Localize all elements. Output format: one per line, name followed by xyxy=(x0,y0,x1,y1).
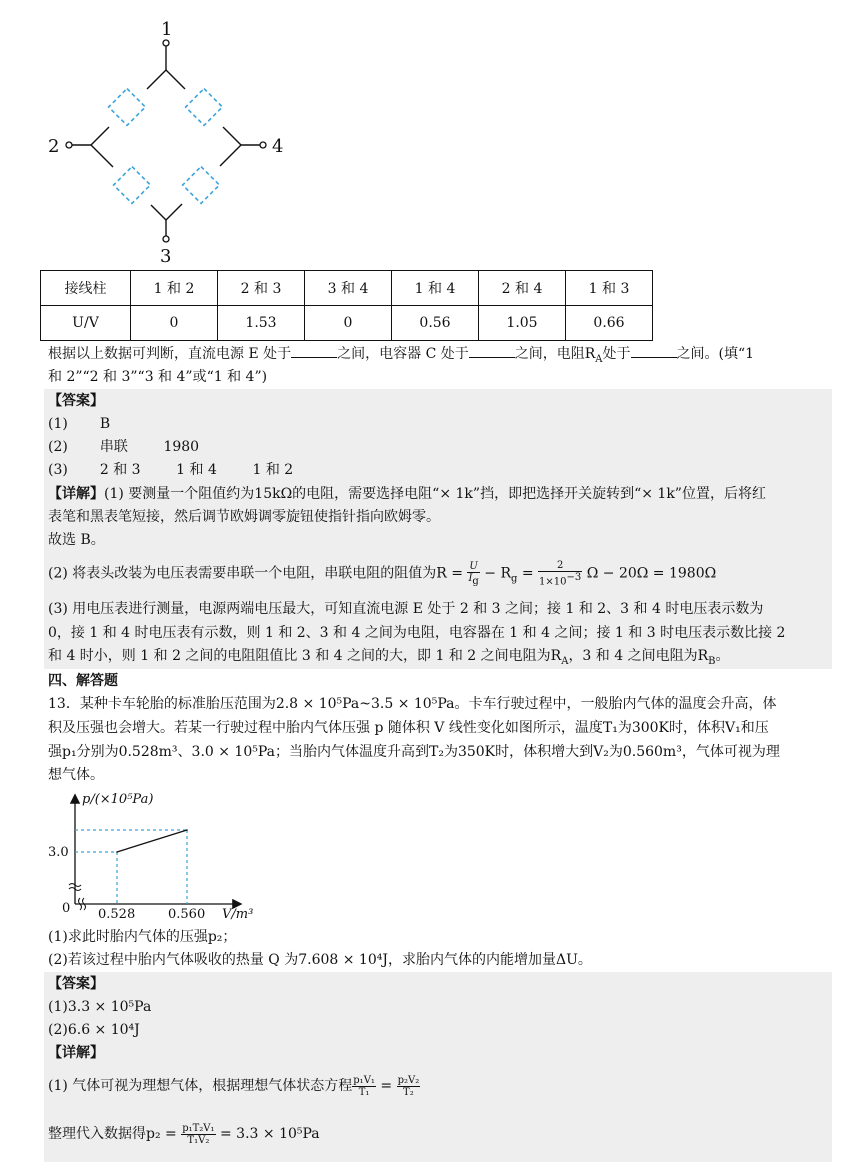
q12-detail-1c: 故选 B。 xyxy=(48,532,105,548)
table-header-cell: 1 和 4 xyxy=(392,271,479,306)
table-header-cell: 接线柱 xyxy=(41,271,131,306)
circuit-diagram xyxy=(40,14,310,266)
table-header-cell: 2 和 4 xyxy=(479,271,566,306)
table-row-label: U/V xyxy=(41,306,131,341)
x-tick-label: 0.560 xyxy=(168,907,206,922)
terminal-label-4: 4 xyxy=(272,136,284,157)
q12-detail-1: 【详解】(1) 要测量一个阻值约为15kΩ的电阻，需要选择电阻“× 1k”挡，即把选择开关旋转到“× 1k”位置，后将红 xyxy=(48,486,766,502)
data-point xyxy=(186,829,188,831)
table-header-row xyxy=(41,271,653,306)
q12-answer-1: (1) B xyxy=(48,416,111,432)
box-bottom-left xyxy=(114,167,151,204)
q13-detail-2: 整理代入数据得p₂ = $\frac{\text{p₁T₂V₁}}{\text{T₁V₂}}$ = 3.3 × 10⁵Pa xyxy=(48,1122,320,1146)
terminal-label-3: 3 xyxy=(160,246,172,266)
q13-line4: 想气体。 xyxy=(48,767,104,783)
data-point xyxy=(116,851,118,853)
origin-label: 0 xyxy=(62,901,71,916)
q12-detail-1b: 表笔和黑表笔短接，然后调节欧姆调零旋钮使指针指向欧姆零。 xyxy=(48,509,440,525)
q12-detail-2: (2) 将表头改装为电压表需要串联一个电阻，串联电阻的阻值为R = $\frac{U}{I_g}$ − $R_g$ = $\frac{2}{1\times 10^{-3}}$ Ω − 20Ω = 1980Ω xyxy=(48,560,717,588)
q13-answer-heading: 【答案】 xyxy=(48,976,104,992)
x-tick-label: 0.528 xyxy=(98,907,136,922)
q13-sub1: (1)求此时胎内气体的压强p₂； xyxy=(48,929,237,945)
box-top-right xyxy=(186,89,223,126)
voltage-table xyxy=(40,270,653,341)
q13-line1: 13．某种卡车轮胎的标准胎压范围为2.8 × 10⁵Pa~3.5 × 10⁵Pa。卡车行驶过程中，一般胎内气体的温度会升高，体 xyxy=(48,696,777,712)
q13-detail-heading: 【详解】 xyxy=(48,1045,104,1061)
q12-detail-3c: 和 4 时小，则 1 和 2 之间的电阻阻值比 3 和 4 之间的大，即 1 和 2 之间电阻为$R_A$，3 和 4 之间电阻为$R_B$。 xyxy=(48,648,730,667)
terminal-4 xyxy=(260,142,266,148)
table-cell: 1.53 xyxy=(218,306,305,341)
table-header-cell: 1 和 3 xyxy=(566,271,653,306)
q12-question-line1: 根据以上数据可判断，直流电源 E 处于 之间，电容器 C 处于 之间，电阻$R_A$处于 之间。(填“1 xyxy=(48,343,754,371)
terminal-label-1: 1 xyxy=(161,19,173,40)
table-header-cell: 3 和 4 xyxy=(305,271,392,306)
q12-question-line2: 和 2”“2 和 3”“3 和 4”或“1 和 4”) xyxy=(48,369,268,385)
series-line xyxy=(117,830,187,852)
q12-detail-3b: 0，接 1 和 4 时电压表有示数，则 1 和 2、3 和 4 之间为电阻，电容器在 1 和 4 之间；接 1 和 3 时电压表示数比接 2 xyxy=(48,625,786,641)
q13-line3: 强p₁分别为0.528m³、3.0 × 10⁵Pa；当胎内气体温度升高到T₂为350K时，体积增大到V₂为0.560m³，气体可视为理 xyxy=(48,744,780,760)
q13-answer-2: (2)6.6 × 10⁴J xyxy=(48,1022,140,1038)
table-cell: 1.05 xyxy=(479,306,566,341)
axis-break-icon xyxy=(69,884,86,911)
x-axis-label: V/m³ xyxy=(222,907,254,922)
terminal-label-2: 2 xyxy=(48,136,60,157)
q13-answer-1: (1)3.3 × 10⁵Pa xyxy=(48,999,152,1015)
q13-line2: 积及压强也会增大。若某一行驶过程中胎内气体压强 p 随体积 V 线性变化如图所示，温度T₁为300K时，体积V₁和压 xyxy=(48,720,769,736)
q12-detail-3a: (3) 用电压表进行测量，电源两端电压最大，可知直流电源 E 处于 2 和 3 之间；接 1 和 2、3 和 4 时电压表示数为 xyxy=(48,601,764,617)
table-cell: 0.66 xyxy=(566,306,653,341)
terminal-3 xyxy=(163,236,169,242)
box-bottom-right xyxy=(183,167,220,204)
pv-chart xyxy=(44,786,274,926)
q12-answer-2: (2) 串联 1980 xyxy=(48,439,200,455)
q12-answer-3: (3) 2 和 3 1 和 4 1 和 2 xyxy=(48,462,294,478)
q13-detail-1: (1) 气体可视为理想气体，根据理想气体状态方程 $\frac{\text{p₁V₁}}{\text{T₁}}$ = $\frac{\text{p₂V₂}}{\text{T₂}}$ xyxy=(48,1074,420,1098)
terminal-2 xyxy=(66,142,72,148)
terminal-1 xyxy=(163,40,169,46)
table-cell: 0 xyxy=(305,306,392,341)
table-cell: 0 xyxy=(131,306,218,341)
table-row xyxy=(41,306,653,341)
section-heading: 四、解答题 xyxy=(48,673,118,689)
table-header-cell: 2 和 3 xyxy=(218,271,305,306)
table-cell: 0.56 xyxy=(392,306,479,341)
q12-answer-heading: 【答案】 xyxy=(48,393,104,409)
y-axis-label: p/(×10⁵Pa) xyxy=(82,792,154,807)
table-header-cell: 1 和 2 xyxy=(131,271,218,306)
box-top-left xyxy=(109,89,146,126)
q13-sub2: (2)若该过程中胎内气体吸收的热量 Q 为7.608 × 10⁴J，求胎内气体的内能增加量ΔU。 xyxy=(48,952,592,968)
y-tick-label: 3.0 xyxy=(48,845,69,860)
